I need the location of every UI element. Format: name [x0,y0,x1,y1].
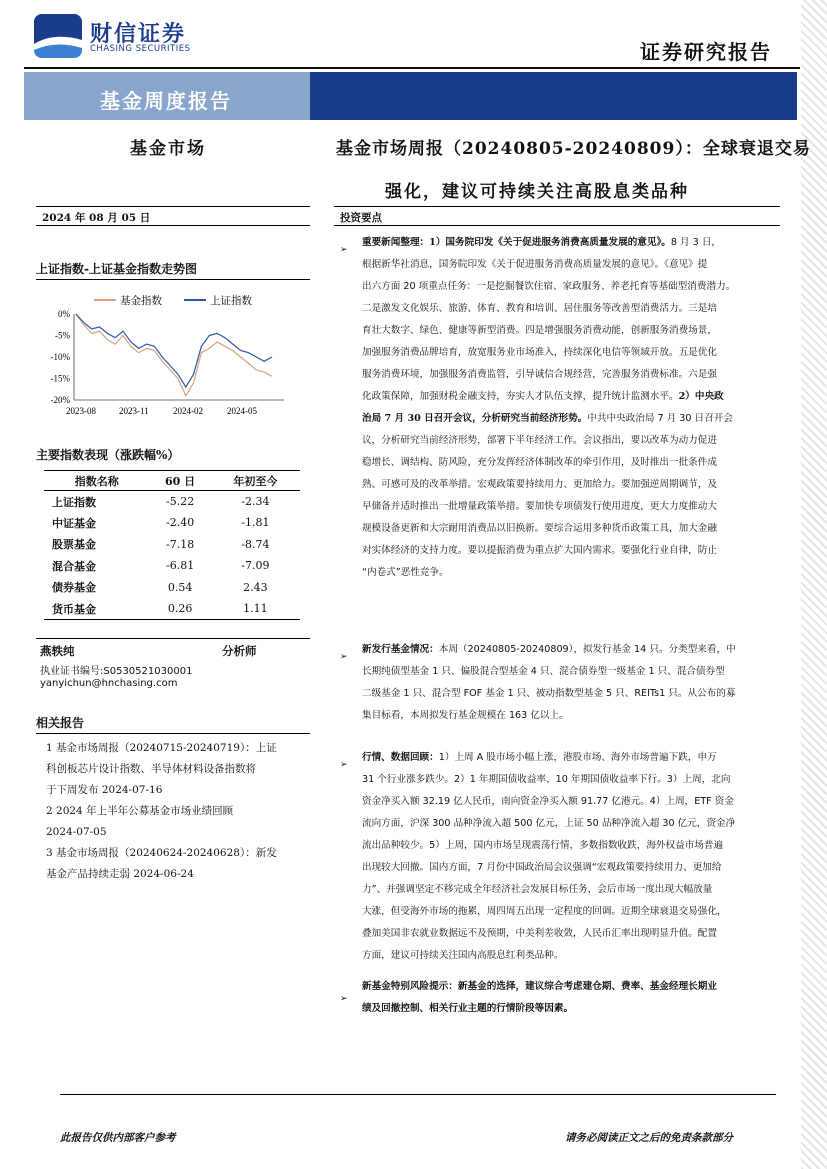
header-divider [24,67,800,69]
paragraph-line [362,342,778,364]
paragraph-line [362,452,778,474]
paragraph-line [362,254,778,276]
table-row [44,577,300,599]
y-tick-label: -20% [50,395,70,405]
index-name: 货币基金 [44,598,150,620]
paragraph-line [362,879,778,901]
footer-left: 此报告仅供内部客户参考 [60,1132,176,1144]
body-text: 早储备并适时推出一批增量政策举措。要加快专项债发行使用进度，更大力度推动大 [362,501,717,512]
paragraph-line [362,276,778,298]
series-line-fund-index [76,314,272,396]
brand-name: 财信证券 [90,22,187,47]
x-tick-label: 2024-05 [227,406,257,416]
table-row [44,534,300,556]
body-text: 二是激发文化娱乐、旅游、体育、教育和培训、居住服务等改善型消费活力。三是培 [362,303,717,314]
bold-text: 绩及回撤控制、相关行业主题的行情阶段等因素。 [362,1003,574,1014]
body-text: 1）上周 A 股市场小幅上涨，港股市场、海外市场普遍下跌，申万 [438,752,717,763]
x-tick-label: 2024-02 [173,406,203,416]
key-point-risk [362,976,778,1020]
body-text: 二级基金 1 只、混合型 FOF 基金 1 只、被动指数型基金 5 只、REITs1 只。从公布的募 [362,688,736,699]
bold-text: 新基金特别风险提示：新基金的选择，建议综合考虑建仓期、费率、基金经理长期业 [362,981,717,992]
paragraph-line [362,639,778,661]
index-60d: -6.81 [166,559,195,573]
index-ytd: -7.09 [241,559,270,573]
paragraph-line [362,364,778,386]
index-name: 中证基金 [52,516,96,530]
series-line-sse-index [76,314,272,387]
index-ytd: 1.11 [211,598,300,620]
legend-label: 上证指数 [210,295,252,307]
paragraph-line [362,945,778,967]
y-tick-label: 0% [58,309,70,319]
bold-text: 重要新闻整理：1）国务院印发《关于促进服务消费高质量发展的意见》。 [362,237,671,248]
bold-text: 行情、数据回顾： [362,752,439,763]
report-date: 2024 年 08 月 05 日 [36,206,310,226]
related-report-3[interactable]: 3 基金市场周报（20240624-20240628）：新发 基金产品持续走弱 2024-06-24 [46,847,277,880]
paragraph-line [362,901,778,923]
section-divider [36,638,310,639]
paragraph-line [362,430,778,452]
index-name: 债券基金 [52,581,96,595]
index-60d: -2.40 [166,516,195,530]
banner-right [310,72,797,120]
paragraph-line [362,232,778,254]
paragraph-line [362,705,778,727]
index-name: 股票基金 [52,538,96,552]
body-text: 规模设备更新和大宗耐用消费品以旧换新。要综合运用多种货币政策工具，加大金融 [362,523,717,534]
index-60d: -5.22 [166,495,195,508]
report-title-line2: 强化，建议可持续关注高股息类品种 [385,182,689,202]
analyst-role: 分析师 [222,644,257,658]
body-text: 31 个行业涨多跌少。2）1 年期国债收益率、10 年期国债收益率下行。3）上周，北向 [362,774,731,785]
paragraph-line [362,857,778,879]
related-report-2[interactable]: 2 2024 年上半年公募基金市场业绩回顾 2024-07-05 [46,805,234,838]
paragraph-line [362,562,778,584]
paragraph-line [362,496,778,518]
body-text: 熟、可感可及的改革举措。宏观政策要持续用力、更加给力。要加强逆周期调节，及 [362,479,717,490]
paragraph-line [362,923,778,945]
paragraph-line [362,976,778,998]
paragraph-line [362,540,778,562]
paragraph-line [362,386,778,408]
paragraph-line [362,298,778,320]
index-ytd: -8.74 [241,537,270,551]
body-text: 出现较大回撤。国内方面，7 月份中国政治局会议强调“宏观政策要持续用力、更加给 [362,862,722,873]
body-text: 叠加美国非农就业数据远不及预期，中美利差收敛，人民币汇率出现明显升值。配置 [362,928,717,939]
y-tick-label: -5% [55,330,70,341]
paragraph-line [362,661,778,683]
bold-text: 新发行基金情况： [362,644,439,655]
analyst-email[interactable]: yanyichun@hnchasing.com [40,678,178,689]
paragraph-line [362,320,778,342]
related-report-1[interactable]: 1 基金市场周报（20240715-20240719）：上证 科创板芯片设计指数、半导体材料设备指数将 于下周发布 2024-07-16 [46,742,277,796]
body-text: 出六方面 20 项重点任务：一是挖掘餐饮住宿、家政服务、养老托育等基础型消费潜力。 [362,281,736,292]
paragraph-line [362,474,778,496]
index-60d: -7.18 [166,537,195,551]
table-row [44,555,300,577]
paragraph-line [362,408,778,430]
paragraph-line [362,835,778,857]
body-text: 流出品种较少。5）上周，国内市场呈现震荡行情，多数指数收跌，海外权益市场普遍 [362,840,724,851]
x-tick-label: 2023-11 [119,406,149,416]
key-point-news [362,232,778,584]
body-text: 力”、并强调坚定不移完成全年经济社会发展目标任务，会后市场一度出现大幅放量 [362,884,713,895]
related-section-title: 相关报告 [36,716,85,730]
bullet-arrow-icon: ➢ [340,245,348,255]
bold-text: 治局 7 月 30 日召开会议，分析研究当前经济形势。 [362,413,588,424]
paragraph-line [362,683,778,705]
chart-section-title: 上证指数-上证基金指数走势图 [36,262,197,276]
table-row [44,512,300,534]
body-text: 根据新华社消息，国务院印发《关于促进服务消费高质量发展的意见》。《意见》提 [362,259,708,270]
brand-name-en: CHASING SECURITIES [90,44,191,54]
body-text: 流向方面，沪深 300 品种净流入超 500 亿元，上证 50 品种净流入超 30 亿元，资金净 [362,818,736,829]
body-text: 本周（20240805-20240809），拟发行基金 14 只。分类型来看，中 [438,644,736,655]
bold-text: 2）中央政 [678,391,724,402]
index-name: 上证指数 [52,495,96,509]
col-header-ytd: 年初至今 [211,471,300,491]
report-type: 证券研究报告 [640,40,772,64]
category-label: 基金市场 [130,139,206,159]
table-row [44,598,300,620]
key-point-market-review [362,747,778,967]
body-text: 方面，建议可持续关注国内高股息红利类品种。 [362,950,564,961]
banner-title: 基金周度报告 [100,89,232,113]
col-header-name: 指数名称 [44,471,150,491]
legend-label: 基金指数 [120,295,162,307]
index-section-title: 主要指数表现（涨跌幅%） [36,448,180,462]
report-title-line1: 基金市场周报（20240805-20240809）：全球衰退交易 [336,139,811,159]
key-point-new-funds [362,639,778,727]
body-text: 加强服务消费品牌培育，放宽服务业市场准入，持续深化电信等领域开放。五是优化 [362,347,717,358]
analyst-name: 燕轶纯 [40,644,75,658]
paragraph-line [362,769,778,791]
body-text: 议，分析研究当前经济形势，部署下半年经济工作。会议指出，要以改革为动力促进 [362,435,717,446]
bullet-arrow-icon: ➢ [340,994,348,1004]
paragraph-line [362,813,778,835]
y-tick-label: -15% [50,373,70,384]
body-text: 服务消费环境，加强服务消费监管，引导诚信合规经营，完善服务消费标准。六是强 [362,369,717,380]
body-text: 化政策保障，加强财税金融支持，夯实人才队伍支撑，提升统计监测水平。 [362,391,679,402]
section-divider [36,733,310,734]
analyst-cert: 执业证书编号:S0530521030001 [40,666,193,677]
key-points-label: 投资要点 [334,206,780,226]
body-text: “内卷式”恶性竞争。 [362,567,449,578]
body-text: 大涨，但受海外市场的拖累，周四周五出现一定程度的回调。近期全球衰退交易强化， [362,906,727,917]
paragraph-line [362,791,778,813]
y-tick-label: -10% [50,352,70,362]
bullet-arrow-icon: ➢ [340,760,348,770]
body-text: 长期纯债型基金 1 只、偏股混合型基金 4 只、混合债券型一级基金 1 只、混合债券型 [362,666,725,677]
index-60d: 0.54 [167,580,193,594]
paragraph-line [362,998,778,1020]
index-table [44,470,300,620]
body-text: 中共中央政治局 7 月 30 日召开会 [587,413,733,424]
paragraph-line [362,747,778,769]
index-name: 混合基金 [52,559,96,573]
decorative-stripe [801,0,827,1169]
index-ytd: -1.81 [241,516,270,530]
index-ytd: -2.34 [241,495,270,508]
trend-chart [36,286,310,426]
body-text: 8 月 3 日， [670,237,722,248]
bullet-arrow-icon: ➢ [340,652,348,662]
brand-logo-icon [34,14,82,58]
index-60d: 0.26 [150,598,211,620]
x-tick-label: 2023-08 [66,406,96,416]
col-header-60d: 60 日 [150,471,211,491]
paragraph-line [362,518,778,540]
body-text: 资金净买入额 32.19 亿人民币，南向资金净买入额 91.77 亿港元。4）上周，ETF 资金 [362,796,734,807]
body-text: 对实体经济的支持力度。要以提振消费为重点扩大国内需求。要强化行业自律，防止 [362,545,717,556]
index-ytd: 2.43 [243,580,268,594]
body-text: 育壮大数字、绿色、健康等新型消费。四是增强服务消费动能，创新服务消费场景， [362,325,717,336]
body-text: 集目标看，本周拟发行基金规模在 163 亿以上。 [362,710,569,721]
footer-right: 请务必阅读正文之后的免责条款部分 [565,1132,733,1144]
table-row [44,491,300,513]
section-divider [36,279,310,280]
body-text: 稳增长、调结构、防风险，充分发挥经济体制改革的牵引作用，及时推出一批条件成 [362,457,717,468]
footer-divider [60,1094,776,1095]
